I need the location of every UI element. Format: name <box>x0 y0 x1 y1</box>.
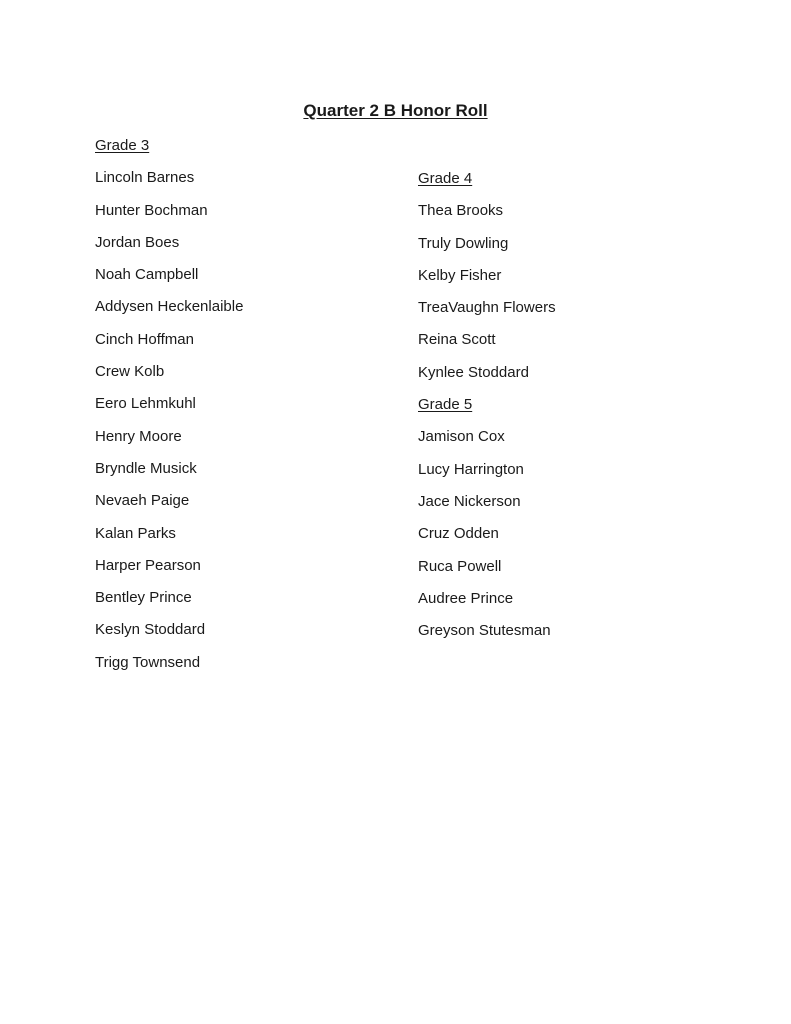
grade-3-column <box>95 136 243 685</box>
grade-3-heading: Grade 3 <box>95 137 150 154</box>
student-name: Nevaeh Paige <box>95 492 190 510</box>
student-name: Crew Kolb <box>95 363 165 381</box>
student-name: Hunter Bochman <box>95 201 208 219</box>
student-name: Jordan Boes <box>95 233 180 251</box>
grade-5-heading: Grade 5 <box>418 396 473 414</box>
student-name: Greyson Stutesman <box>418 622 551 640</box>
student-name: Harper Pearson <box>95 556 201 574</box>
student-name: Addysen Heckenlaible <box>95 298 244 316</box>
student-name: Audree Prince <box>418 589 514 607</box>
student-name: Reina Scott <box>418 331 496 349</box>
student-name: Lincoln Barnes <box>95 169 195 187</box>
student-name: Cinch Hoffman <box>95 330 194 348</box>
student-name: Cruz Odden <box>418 525 499 543</box>
student-name: Jace Nickerson <box>418 492 521 510</box>
student-name: Eero Lehmkuhl <box>95 395 196 413</box>
student-name: Noah Campbell <box>95 266 199 284</box>
student-name: Kalan Parks <box>95 524 176 542</box>
student-name: TreaVaughn Flowers <box>418 299 556 317</box>
student-name: Trigg Townsend <box>95 653 201 671</box>
student-name: Ruca Powell <box>418 557 502 575</box>
student-name: Kelby Fisher <box>418 266 502 284</box>
grade-4-heading: Grade 4 <box>418 170 473 187</box>
student-name: Jamison Cox <box>418 428 505 446</box>
grade-4-5-column <box>418 169 556 653</box>
student-name: Truly Dowling <box>418 234 509 252</box>
student-name: Bryndle Musick <box>95 459 197 477</box>
student-name: Kynlee Stoddard <box>418 363 529 381</box>
student-name: Thea Brooks <box>418 202 504 220</box>
student-name: Lucy Harrington <box>418 460 524 478</box>
student-name: Bentley Prince <box>95 589 192 607</box>
page-title: Quarter 2 B Honor Roll <box>303 101 488 120</box>
student-name: Keslyn Stoddard <box>95 621 206 639</box>
student-name: Henry Moore <box>95 427 182 445</box>
